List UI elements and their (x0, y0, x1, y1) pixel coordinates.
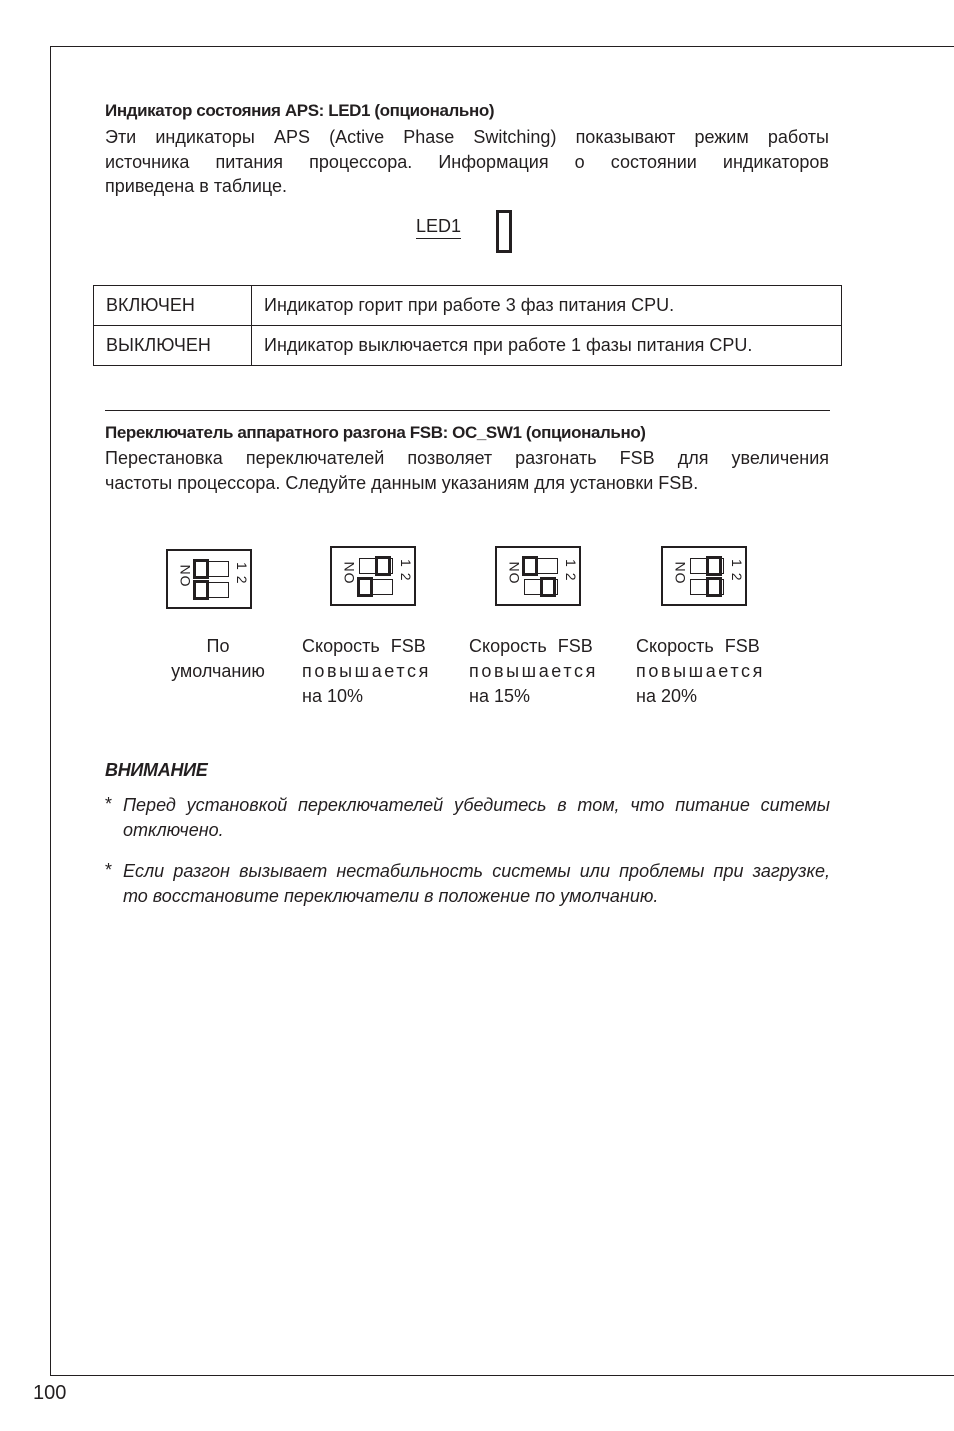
warning-title: ВНИМАНИЕ (105, 760, 208, 780)
caption-line: на 10% (302, 686, 363, 706)
caption-line: умолчанию (171, 661, 265, 681)
fsb-body-line: Перестановка переключателей позволяет разгонать FSB для увеличения (105, 448, 829, 468)
switch-on-label: ON (177, 563, 193, 587)
led-icon (496, 210, 512, 253)
led-state-table (93, 285, 842, 366)
switch-number-labels: 12 (729, 559, 745, 587)
led-body-line: источника питания процессора. Информация о состоянии индикаторов (105, 151, 829, 172)
caption-line: По (206, 636, 230, 656)
caption-line: на 15% (469, 686, 530, 706)
switch-slot-2 (195, 561, 229, 577)
switch-knob (540, 577, 556, 597)
fsb-section-title: Переключатель аппаратного разгона FSB: OC_SW1 (опционально) (105, 423, 646, 442)
caption-10 (302, 634, 431, 709)
led-body-line: приведена в таблице. (105, 176, 288, 196)
page-number: 100 (33, 1382, 67, 1404)
caption-line: повышается (302, 661, 431, 681)
caption-line: Скорость FSB (636, 636, 760, 656)
frame-top-line (50, 46, 954, 47)
dip-switch-10 (330, 546, 416, 606)
led-section-body (105, 125, 829, 199)
section-divider (105, 410, 830, 411)
caption-line: Скорость FSB (302, 636, 426, 656)
switch-knob (375, 556, 391, 576)
caption-line: повышается (469, 661, 598, 681)
warning-note (123, 859, 830, 908)
led1-label: LED1 (416, 215, 461, 239)
note-line: Если разгон вызывает нестабильность системы или проблемы при загрузке, (123, 861, 830, 881)
table-cell-state: ВКЛЮЧЕН (94, 286, 252, 326)
switch-knob (522, 556, 538, 576)
bullet-marker: * (105, 860, 113, 880)
caption-line: Скорость FSB (469, 636, 593, 656)
switch-number-labels: 12 (234, 562, 250, 590)
switch-number-labels: 12 (398, 559, 414, 587)
switch-slot-1 (690, 579, 724, 595)
frame-left-line (50, 46, 51, 1375)
switch-knob (193, 580, 209, 600)
caption-15 (469, 634, 598, 709)
switch-slot-1 (195, 582, 229, 598)
switch-on-label: ON (506, 560, 522, 584)
switch-number-labels: 12 (563, 559, 579, 587)
caption-line: повышается (636, 661, 765, 681)
note-line: то восстановите переключатели в положение по умолчанию. (123, 885, 659, 906)
table-cell-description: Индикатор горит при работе 3 фаз питания CPU. (252, 286, 842, 326)
switch-on-label: ON (672, 560, 688, 584)
table-cell-description: Индикатор выключается при работе 1 фазы питания CPU. (252, 326, 842, 366)
caption-20 (636, 634, 765, 709)
switch-knob (706, 577, 722, 597)
caption-line: на 20% (636, 686, 697, 706)
fsb-section-body (105, 446, 829, 495)
led-body-line: Эти индикаторы APS (Active Phase Switching) показывают режим работы (105, 127, 829, 147)
table-row (94, 326, 842, 366)
switch-knob (706, 556, 722, 576)
caption-default (164, 634, 272, 684)
switch-on-label: ON (341, 560, 357, 584)
switch-knob (193, 559, 209, 579)
switch-slot-1 (359, 579, 393, 595)
table-cell-state: ВЫКЛЮЧЕН (94, 326, 252, 366)
switch-slot-1 (524, 579, 558, 595)
fsb-body-line: частоты процессора. Следуйте данным указаниям для установки FSB. (105, 472, 699, 493)
warning-note (123, 793, 830, 842)
switch-slot-2 (690, 558, 724, 574)
frame-bottom-line (50, 1375, 954, 1376)
dip-switch-15 (495, 546, 581, 606)
bullet-marker: * (105, 794, 113, 814)
switch-slot-2 (524, 558, 558, 574)
switch-knob (357, 577, 373, 597)
dip-switch-default (166, 549, 252, 609)
switch-slot-2 (359, 558, 393, 574)
note-line: отключено. (123, 819, 224, 840)
dip-switch-20 (661, 546, 747, 606)
note-line: Перед установкой переключателей убедитесь в том, что питание ситемы (123, 795, 830, 815)
led-section-title: Индикатор состояния APS: LED1 (опционально) (105, 101, 495, 120)
table-row (94, 286, 842, 326)
